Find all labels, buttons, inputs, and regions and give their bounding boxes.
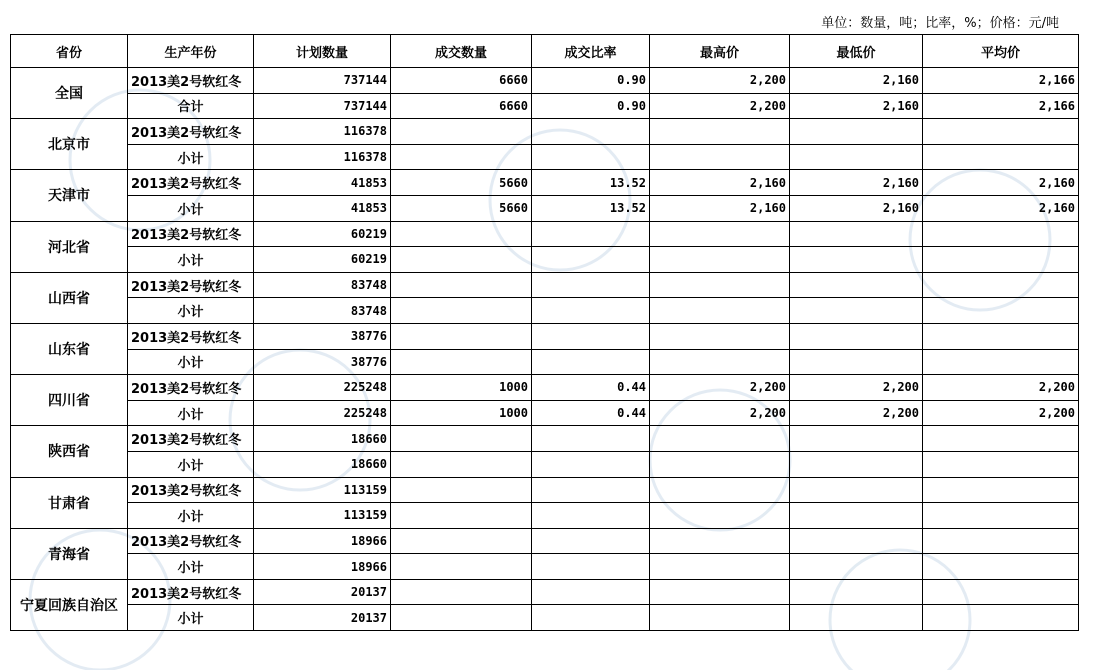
ratio-cell	[532, 605, 650, 631]
plan-cell: 83748	[254, 272, 391, 298]
table-row	[11, 221, 1079, 247]
plan-cell: 20137	[254, 605, 391, 631]
province-cell: 甘肃省	[11, 477, 128, 528]
header-avg: 平均价	[923, 35, 1079, 68]
province-cell: 青海省	[11, 528, 128, 579]
plan-cell: 41853	[254, 170, 391, 196]
ratio-cell	[532, 579, 650, 605]
avg-price-cell	[923, 503, 1079, 529]
deal-cell	[391, 579, 532, 605]
province-cell: 四川省	[11, 375, 128, 426]
max-price-cell: 2,200	[650, 375, 790, 401]
plan-cell: 38776	[254, 349, 391, 375]
plan-cell: 737144	[254, 68, 391, 94]
plan-cell: 18966	[254, 554, 391, 580]
plan-cell: 18660	[254, 451, 391, 477]
ratio-cell: 13.52	[532, 170, 650, 196]
table-row	[11, 349, 1079, 375]
avg-price-cell	[923, 298, 1079, 324]
year-cell: 2013美2号软红冬	[128, 477, 254, 503]
min-price-cell	[790, 298, 923, 324]
province-cell: 山西省	[11, 272, 128, 323]
plan-cell: 113159	[254, 503, 391, 529]
max-price-cell	[650, 221, 790, 247]
min-price-cell: 2,160	[790, 170, 923, 196]
min-price-cell	[790, 554, 923, 580]
max-price-cell	[650, 605, 790, 631]
min-price-cell	[790, 426, 923, 452]
province-cell: 河北省	[11, 221, 128, 272]
plan-cell: 737144	[254, 93, 391, 119]
min-price-cell	[790, 144, 923, 170]
plan-cell: 116378	[254, 119, 391, 145]
max-price-cell: 2,200	[650, 93, 790, 119]
table-row	[11, 93, 1079, 119]
avg-price-cell	[923, 272, 1079, 298]
max-price-cell	[650, 426, 790, 452]
province-cell: 宁夏回族自治区	[11, 579, 128, 630]
plan-cell: 225248	[254, 400, 391, 426]
avg-price-cell	[923, 144, 1079, 170]
min-price-cell	[790, 349, 923, 375]
deal-cell	[391, 247, 532, 273]
subtotal-label: 小计	[128, 247, 254, 273]
ratio-cell	[532, 349, 650, 375]
max-price-cell: 2,200	[650, 400, 790, 426]
avg-price-cell	[923, 221, 1079, 247]
max-price-cell: 2,160	[650, 170, 790, 196]
header-year: 生产年份	[128, 35, 254, 68]
max-price-cell	[650, 451, 790, 477]
avg-price-cell	[923, 579, 1079, 605]
ratio-cell: 0.44	[532, 375, 650, 401]
max-price-cell	[650, 349, 790, 375]
deal-cell	[391, 528, 532, 554]
avg-price-cell	[923, 451, 1079, 477]
table-row	[11, 426, 1079, 452]
deal-cell: 6660	[391, 68, 532, 94]
table-row	[11, 247, 1079, 273]
max-price-cell	[650, 144, 790, 170]
deal-cell	[391, 477, 532, 503]
deal-cell	[391, 605, 532, 631]
table-row	[11, 375, 1079, 401]
plan-cell: 116378	[254, 144, 391, 170]
min-price-cell	[790, 247, 923, 273]
header-min: 最低价	[790, 35, 923, 68]
ratio-cell: 13.52	[532, 195, 650, 221]
deal-cell: 5660	[391, 195, 532, 221]
table-row	[11, 144, 1079, 170]
ratio-cell	[532, 247, 650, 273]
avg-price-cell	[923, 605, 1079, 631]
ratio-cell	[532, 323, 650, 349]
year-cell: 2013美2号软红冬	[128, 119, 254, 145]
table-row	[11, 170, 1079, 196]
deal-cell	[391, 451, 532, 477]
min-price-cell	[790, 477, 923, 503]
subtotal-label: 小计	[128, 451, 254, 477]
deal-cell	[391, 272, 532, 298]
ratio-cell	[532, 477, 650, 503]
year-cell: 2013美2号软红冬	[128, 221, 254, 247]
deal-cell	[391, 503, 532, 529]
avg-price-cell	[923, 477, 1079, 503]
table-row	[11, 451, 1079, 477]
header-deal: 成交数量	[391, 35, 532, 68]
header-row	[11, 35, 1079, 68]
year-cell: 2013美2号软红冬	[128, 579, 254, 605]
header-province: 省份	[11, 35, 128, 68]
min-price-cell	[790, 503, 923, 529]
min-price-cell	[790, 528, 923, 554]
max-price-cell	[650, 119, 790, 145]
year-cell: 2013美2号软红冬	[128, 426, 254, 452]
subtotal-label: 小计	[128, 605, 254, 631]
subtotal-label: 合计	[128, 93, 254, 119]
ratio-cell	[532, 451, 650, 477]
ratio-cell	[532, 144, 650, 170]
table-row	[11, 400, 1079, 426]
max-price-cell	[650, 272, 790, 298]
avg-price-cell	[923, 426, 1079, 452]
max-price-cell	[650, 247, 790, 273]
min-price-cell	[790, 605, 923, 631]
min-price-cell: 2,200	[790, 375, 923, 401]
max-price-cell: 2,200	[650, 68, 790, 94]
header-max: 最高价	[650, 35, 790, 68]
avg-price-cell: 2,166	[923, 93, 1079, 119]
ratio-cell	[532, 528, 650, 554]
avg-price-cell: 2,166	[923, 68, 1079, 94]
subtotal-label: 小计	[128, 400, 254, 426]
table-row	[11, 605, 1079, 631]
ratio-cell	[532, 298, 650, 324]
plan-cell: 225248	[254, 375, 391, 401]
table-row	[11, 323, 1079, 349]
min-price-cell: 2,160	[790, 195, 923, 221]
max-price-cell	[650, 528, 790, 554]
ratio-cell	[532, 426, 650, 452]
subtotal-label: 小计	[128, 195, 254, 221]
max-price-cell	[650, 579, 790, 605]
avg-price-cell: 2,160	[923, 170, 1079, 196]
deal-cell	[391, 323, 532, 349]
ratio-cell: 0.44	[532, 400, 650, 426]
avg-price-cell	[923, 349, 1079, 375]
deal-cell	[391, 119, 532, 145]
table-row	[11, 528, 1079, 554]
ratio-cell: 0.90	[532, 68, 650, 94]
subtotal-label: 小计	[128, 503, 254, 529]
year-cell: 2013美2号软红冬	[128, 68, 254, 94]
plan-cell: 83748	[254, 298, 391, 324]
province-cell: 全国	[11, 68, 128, 119]
deal-cell	[391, 144, 532, 170]
subtotal-label: 小计	[128, 298, 254, 324]
table-row	[11, 298, 1079, 324]
avg-price-cell	[923, 554, 1079, 580]
province-cell: 天津市	[11, 170, 128, 221]
table-row	[11, 68, 1079, 94]
table-row	[11, 119, 1079, 145]
deal-cell	[391, 298, 532, 324]
deal-cell: 1000	[391, 375, 532, 401]
year-cell: 2013美2号软红冬	[128, 528, 254, 554]
table-row	[11, 195, 1079, 221]
min-price-cell	[790, 119, 923, 145]
table-row	[11, 554, 1079, 580]
min-price-cell: 2,200	[790, 400, 923, 426]
ratio-cell: 0.90	[532, 93, 650, 119]
year-cell: 2013美2号软红冬	[128, 272, 254, 298]
plan-cell: 20137	[254, 579, 391, 605]
year-cell: 2013美2号软红冬	[128, 323, 254, 349]
table-row	[11, 503, 1079, 529]
plan-cell: 18966	[254, 528, 391, 554]
ratio-cell	[532, 221, 650, 247]
avg-price-cell	[923, 528, 1079, 554]
plan-cell: 60219	[254, 247, 391, 273]
max-price-cell	[650, 298, 790, 324]
ratio-cell	[532, 503, 650, 529]
subtotal-label: 小计	[128, 144, 254, 170]
min-price-cell	[790, 221, 923, 247]
table-row	[11, 579, 1079, 605]
avg-price-cell	[923, 323, 1079, 349]
min-price-cell: 2,160	[790, 68, 923, 94]
ratio-cell	[532, 119, 650, 145]
subtotal-label: 小计	[128, 554, 254, 580]
plan-cell: 60219	[254, 221, 391, 247]
province-cell: 陕西省	[11, 426, 128, 477]
min-price-cell	[790, 579, 923, 605]
deal-cell	[391, 426, 532, 452]
max-price-cell: 2,160	[650, 195, 790, 221]
header-ratio: 成交比率	[532, 35, 650, 68]
table-body	[11, 68, 1079, 631]
min-price-cell: 2,160	[790, 93, 923, 119]
subtotal-label: 小计	[128, 349, 254, 375]
avg-price-cell: 2,160	[923, 195, 1079, 221]
max-price-cell	[650, 554, 790, 580]
min-price-cell	[790, 272, 923, 298]
ratio-cell	[532, 272, 650, 298]
deal-cell: 1000	[391, 400, 532, 426]
min-price-cell	[790, 451, 923, 477]
max-price-cell	[650, 503, 790, 529]
min-price-cell	[790, 323, 923, 349]
avg-price-cell: 2,200	[923, 400, 1079, 426]
plan-cell: 18660	[254, 426, 391, 452]
max-price-cell	[650, 323, 790, 349]
ratio-cell	[532, 554, 650, 580]
header-plan: 计划数量	[254, 35, 391, 68]
avg-price-cell	[923, 119, 1079, 145]
province-cell: 北京市	[11, 119, 128, 170]
table-row	[11, 477, 1079, 503]
avg-price-cell	[923, 247, 1079, 273]
year-cell: 2013美2号软红冬	[128, 170, 254, 196]
deal-cell: 6660	[391, 93, 532, 119]
avg-price-cell: 2,200	[923, 375, 1079, 401]
deal-cell	[391, 349, 532, 375]
deal-cell	[391, 554, 532, 580]
table-row	[11, 272, 1079, 298]
plan-cell: 113159	[254, 477, 391, 503]
province-cell: 山东省	[11, 323, 128, 374]
plan-cell: 41853	[254, 195, 391, 221]
deal-cell: 5660	[391, 170, 532, 196]
unit-note: 单位：数量，吨；比率，%；价格：元/吨	[821, 16, 1059, 31]
max-price-cell	[650, 477, 790, 503]
deal-cell	[391, 221, 532, 247]
plan-cell: 38776	[254, 323, 391, 349]
transaction-table	[10, 34, 1079, 631]
year-cell: 2013美2号软红冬	[128, 375, 254, 401]
